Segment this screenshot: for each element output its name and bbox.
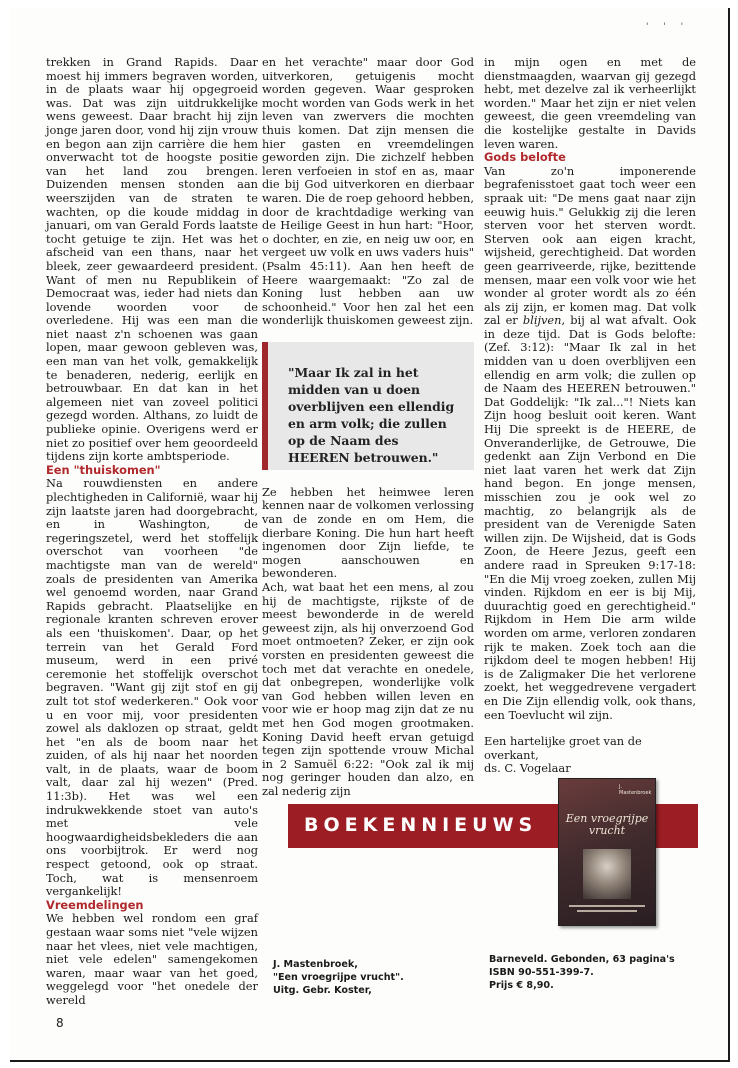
book-info-right bbox=[489, 953, 689, 992]
book-author: J. Mastenbroek, bbox=[273, 959, 358, 970]
book-publisher: Uitg. Gebr. Koster, bbox=[273, 985, 372, 996]
emphasis-text: blijven bbox=[522, 313, 562, 328]
paragraph-part: , bij al wat afvalt. Ook in deze tijd. Dat is Gods belofte: (Zef. 3:12): "Maar Ik zal in het midden van u doen overblijven een ellendig en arm volk; die zullen op de Naam des HEEREN betrouwen." Dat Goddelijk: "Ik zal..."! Niets kan Zijn hoog besluit ooit keren. Want Hij Die spreekt is de HEERE, de Onveranderlijke, de Getrouwe, Die gedenkt aan Zijn Verbond en Die niet laat varen het werk dat Zijn hand begon. En jonge mensen, misschien zou je ook wel zo machtig, zo belangrijk als de president van de Verenigde Saten willen zijn. De Wijsheid, dat is Gods Zoon, de Heere Jezus, geeft een andere raad in Spreuken 9:17-18: "En die Mij vroeg zoeken, zullen Mij vinden. Rijkdom en eer is bij Mij, duurachtig goed en gerechtigheid." Rijkdom in Hem Die arm wilde worden om arme, verloren zondaren rijk te maken. Zoek toch aan die rijkdom deel te mogen hebben! Hij is de Zaligmaker Die het verlorene zoekt, het weggedrevene vergadert en Die Zijn ellendig volk, ook thans, een Toevlucht wil zijn. bbox=[484, 313, 696, 722]
banner-title: BOEKENNIEUWS bbox=[304, 814, 538, 836]
book-details: Barneveld. Gebonden, 63 pagina's bbox=[489, 954, 675, 965]
page-number: 8 bbox=[56, 1016, 64, 1030]
pull-quote-text: "Maar Ik zal in het midden van u doen overblijven een ellendig en arm volk; die zullen op de Naam des HEEREN betrouwen." bbox=[288, 365, 455, 465]
signature: ds. C. Vogelaar bbox=[484, 761, 571, 776]
paragraph: Na rouwdiensten en andere plechtigheden in Californië, waar hij zijn laatste jaren had doorgebracht, en in Washington, de regeringszetel, werd het stoffelijk overschot van voorheen "de machtigste man van de wereld" zoals de presidenten van Amerika wel genoemd worden, naar Grand Rapids gebracht. Plaatselijke en regionale kranten schreven erover als een 'thuiskomen'. Daar, op het terrein van het Gerald Ford museum, werd in een privé ceremonie het stoffelijk overschot begraven. "Want gij zijt stof en gij zult tot stof wederkeren." Ook voor u en voor mij, voor presidenten zowel als daklozen op straat, geldt het "en als de boom naar het zuiden, of als hij naar het noorden valt, in de plaats, waar de boom valt, daar zal hij wezen" (Pred. 11:3b). Het was wel een indrukwekkende stoet van auto's met vele hoogwaardigheidsbekleders die aan ons voorbijtrok. Er werd nog respect getoond, ook op straat. Toch, wat is mensenroem vergankelijk! bbox=[46, 476, 258, 899]
paragraph-part: Van zo'n imponerende begrafenisstoet gaat toch weer een spraak uit: "De mens gaat naar zijn eeuwig huis." Gelukkig zij die leren sterven voor het sterven wordt. Sterven ook aan eigen kracht, wijsheid, gerechtigheid. Dat worden geen gearriveerde, rijke, bezittende mensen, maar een volk voor wie het wonder al groter wordt als zo één als zij zijn, er komen mag. Dat volk zal er bbox=[484, 163, 696, 328]
book-info-left bbox=[273, 958, 473, 997]
greeting: Een hartelijke groet van de overkant, bbox=[484, 734, 642, 762]
paragraph: en het verachte" maar door God uitverkoren, getuigenis mocht worden gegeven. Waar gesproken mocht worden van Gods werk in het leven van zwervers die mochten thuis komen. Dat zijn mensen die hier gasten en vreemdelingen geworden zijn. Die zichzelf hebben leren verfoeien in stof en as, maar die bij God uitverkoren en dierbaar waren. Die de roep gehoord hebben, door de krachtdadige werking van de Heilige Geest in hun hart: "Hoor, o dochter, en zie, en neig uw oor, en vergeet uw volk en uws vaders huis" (Psalm 45:11). Aan hen heeft de Heere waargemaakt: "Zo zal de Koning lust hebben aan uw schoonheid." Voor hen zal het een wonderlijk thuiskomen geweest zijn. bbox=[262, 55, 474, 328]
book-price: Prijs € 8,90. bbox=[489, 980, 554, 991]
paragraph: Ze hebben het heimwee leren kennen naar de volkomen verlossing van de zonde en om Hem, die dierbare Koning. Die hun hart heeft ingenomen door Zijn liefde, te mogen aanschouwen en bewonderen. bbox=[262, 484, 474, 581]
book-title: "Een vroegrijpe vrucht". bbox=[273, 972, 404, 983]
pull-quote bbox=[262, 342, 474, 470]
paragraph: trekken in Grand Rapids. Daar moest hij immers begraven worden, in de plaats waar hij opgegroeid was. Dat was zijn uitdrukkelijke wens geweest. Daar bracht hij zijn jonge jaren door, vond hij zijn vrouw en begon aan zijn carrière die hem onverwacht tot de hoogste positie van het land zou brengen. Duizenden mensen stonden aan weerszijden van de straten te wachten, op die koude middag in januari, om van Gerald Fords laatste tocht getuige te zijn. Het was het afscheid van een thans, naar het bleek, zeer gewaardeerd president. Want of men nu Republikein of Democraat was, ieder had niets dan lovende woorden voor de overledene. Hij was een man die niet naast z'n schoenen was gaan lopen, maar gewoon gebleven was, een man van het volk, gemakkelijk te benaderen, nederig, eerlijk en betrouwbaar. En dat kan in het algemeen niet van zoveel politici gezegd worden. Althans, zo luidt de publieke opinie. Overigens werd er niet zo positief over hem geoordeeld tijdens zijn korte ambtsperiode. bbox=[46, 55, 258, 464]
section-heading-vreemdelingen: Vreemdelingen bbox=[46, 897, 144, 912]
portrait-photo bbox=[583, 849, 631, 899]
paragraph: Ach, wat baat het een mens, al zou hij de machtigste, rijkste of de meest bewonderde in de wereld geweest zijn, als hij onverzoend God moet ontmoeten? Zeker, er zijn ook vorsten en presidenten geweest die toch met dat verachte en onedele, dat onbegrepen, wonderlijke volk van God hebben willen leven en voor wie er hoop mag zijn dat ze nu met hen God mogen grootmaken. Koning David heeft ervan getuigd tegen zijn spottende vrouw Michal in 2 Samuël 6:22: "Ook zal ik mij nog geringer houden dan alzo, en zal nederig zijn bbox=[262, 580, 474, 798]
book-cover-title: Een vroegrijpe vrucht bbox=[565, 812, 649, 837]
cover-rule bbox=[577, 910, 637, 912]
column-1 bbox=[46, 56, 258, 1008]
book-cover-image bbox=[558, 778, 656, 926]
section-heading-gods-belofte: Gods belofte bbox=[484, 150, 566, 165]
paragraph bbox=[484, 165, 696, 722]
book-isbn: ISBN 90-551-399-7. bbox=[489, 967, 594, 978]
paragraph: in mijn ogen en met de dienstmaagden, waarvan gij gezegd hebt, met dezelve zal ik verheerlijkt worden." Maar het zijn er niet velen geweest, die geen vreemdeling van die kostelijke gestalte in Davids leven waren. bbox=[484, 55, 696, 151]
column-3 bbox=[484, 56, 696, 776]
header-marks: ' ' ' bbox=[646, 22, 690, 32]
book-cover-author: J. Mastenbroek bbox=[619, 784, 652, 796]
cover-rule bbox=[569, 905, 645, 907]
section-heading-thuiskomen: Een "thuiskomen" bbox=[46, 462, 161, 477]
paragraph: We hebben wel rondom een graf gestaan waar soms niet "vele wijzen naar het vlees, niet vele machtigen, niet vele edelen" samengekomen waren, maar waar van het goed, weggelegd voor "het onedele der wereld bbox=[46, 911, 258, 1007]
